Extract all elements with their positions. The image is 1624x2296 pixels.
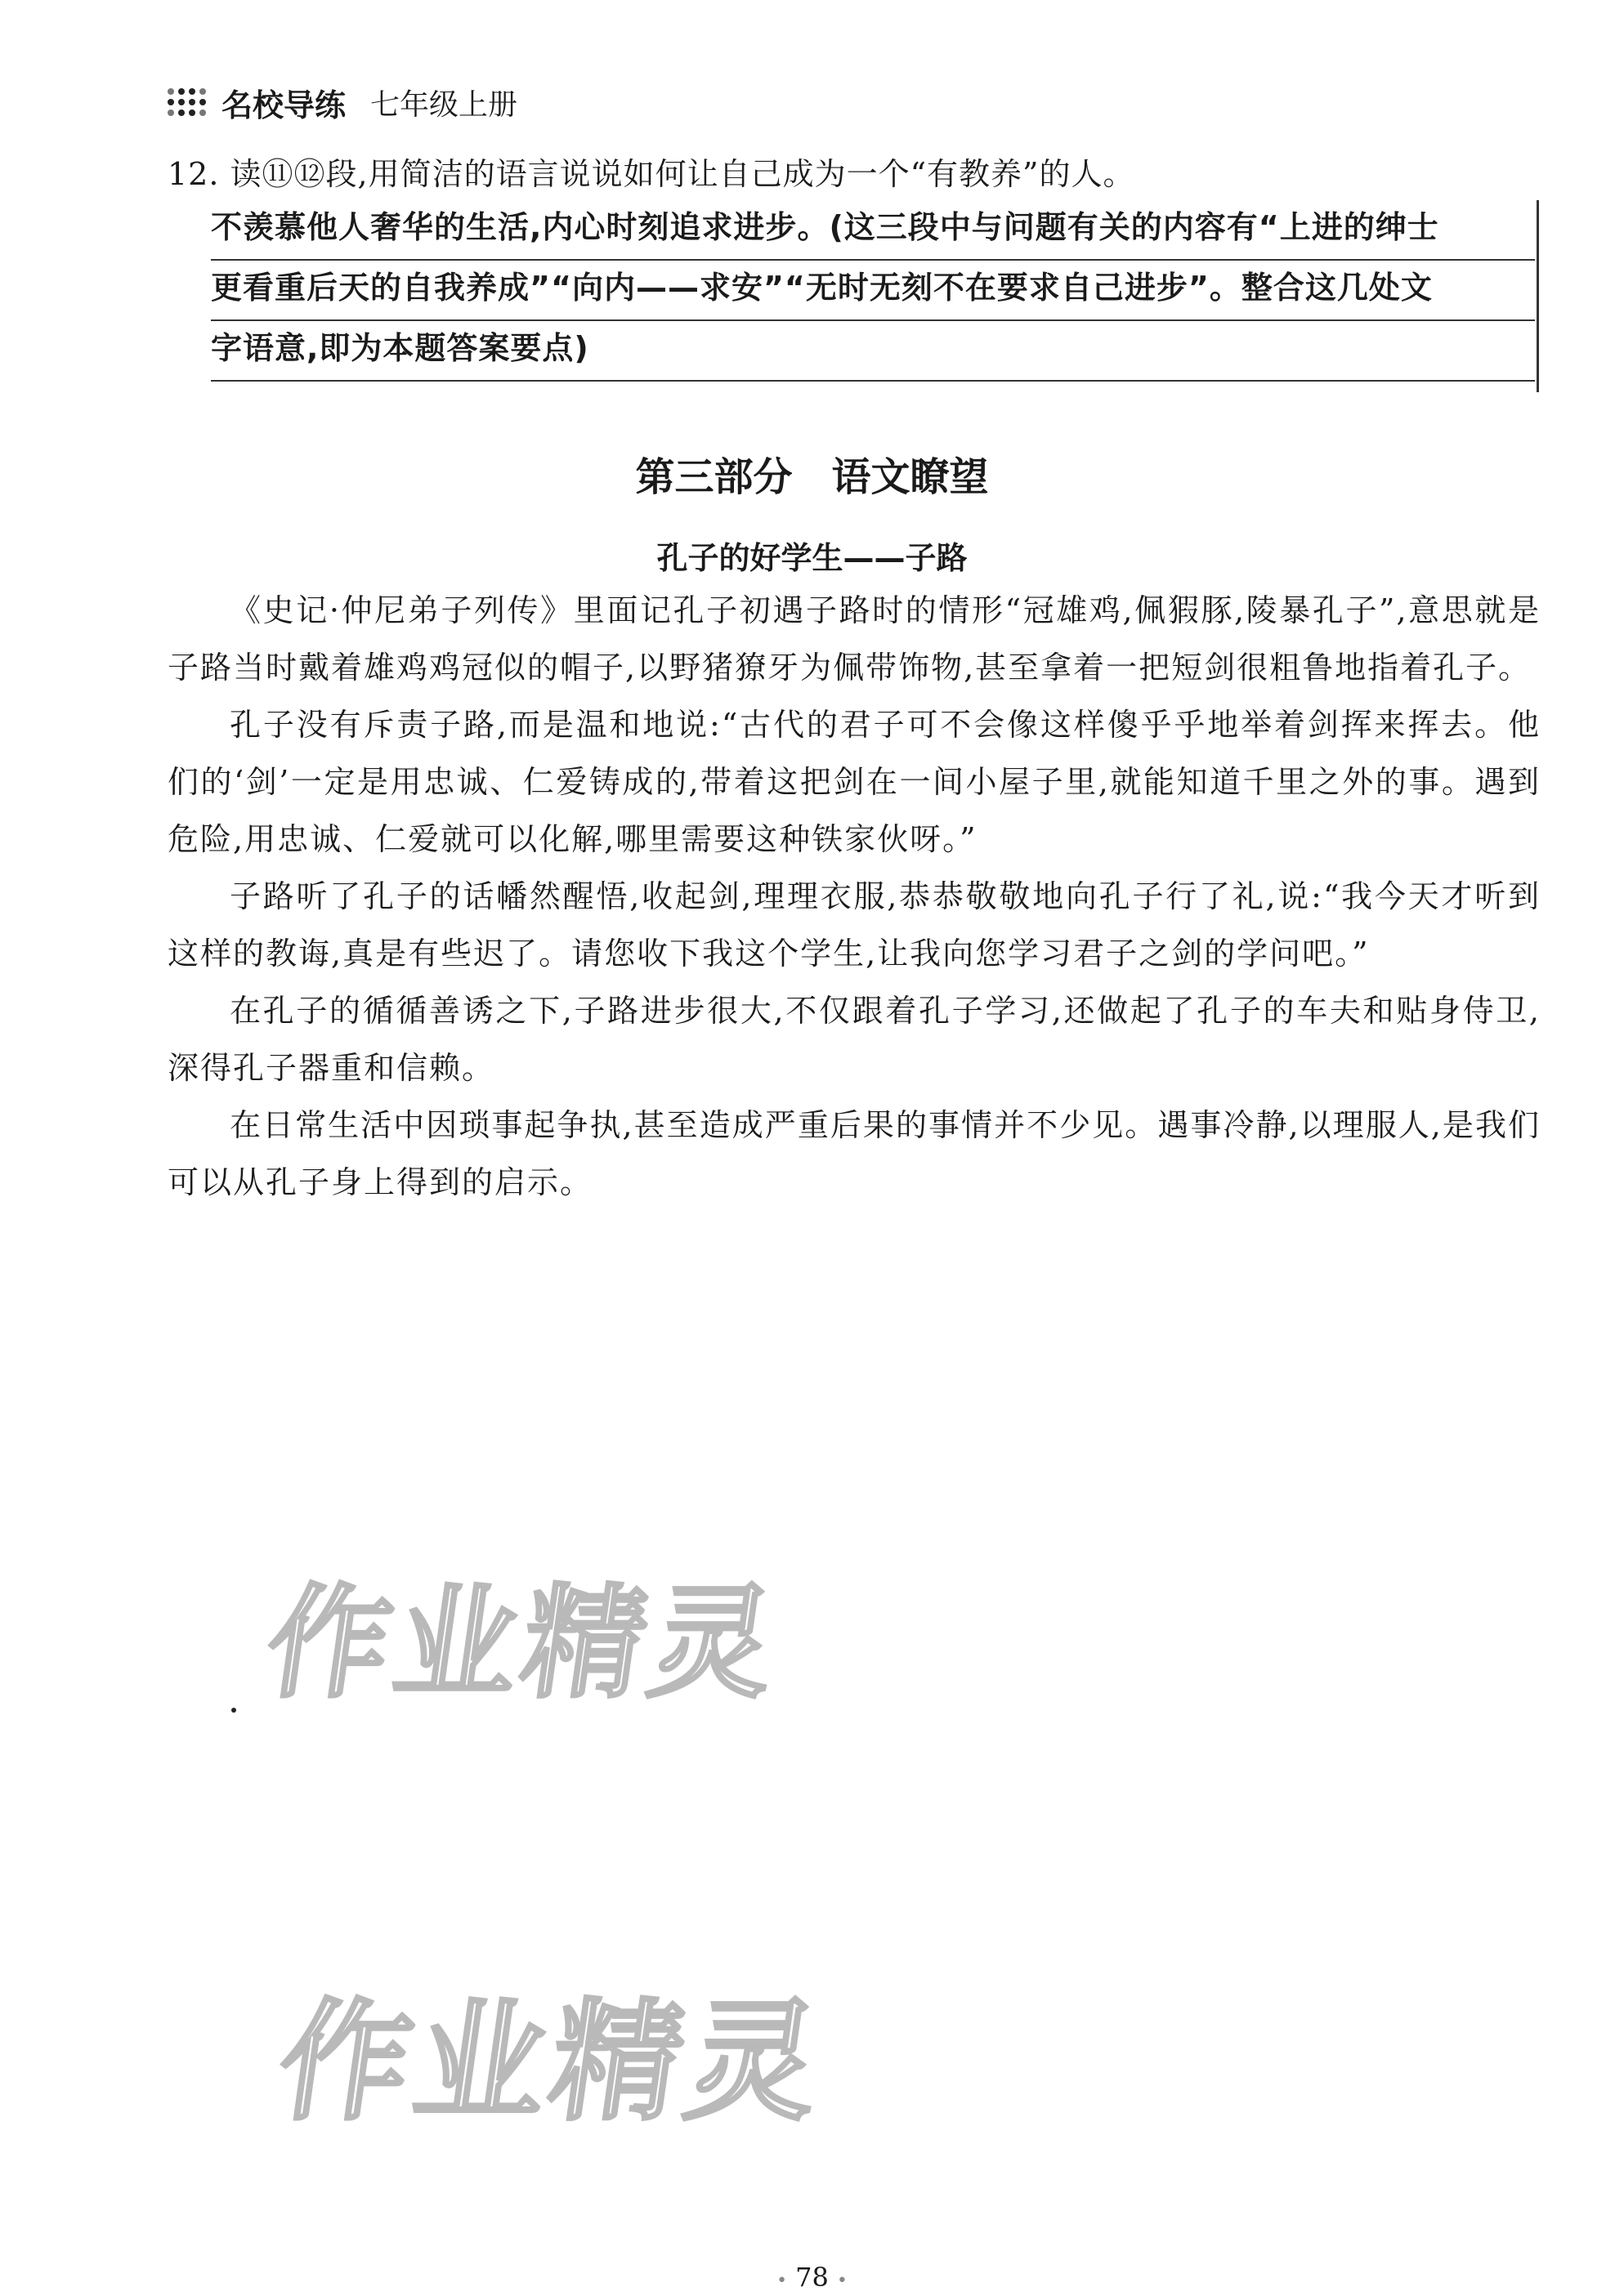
answer-right-rule xyxy=(1537,200,1539,392)
article-paragraph: 《史记·仲尼弟子列传》里面记孔子初遇子路时的情形“冠雄鸡,佩猳豚,陵暴孔子”,意思就是子路当时戴着雄鸡鸡冠似的帽子,以野猪獠牙为佩带饰物,甚至拿着一把短剑很粗鲁地指着孔子。 xyxy=(168,592,1541,686)
article-body xyxy=(168,582,1541,1211)
scan-speck xyxy=(231,1708,236,1713)
brand-dots-icon xyxy=(168,88,207,117)
watermark: 作业精灵 xyxy=(269,1986,834,2138)
page-number-dot-icon: • xyxy=(836,2271,848,2291)
article-paragraph: 在孔子的循循善诱之下,子路进步很大,不仅跟着孔子学习,还做起了孔子的车夫和贴身侍卫,深得孔子器重和信赖。 xyxy=(168,993,1541,1086)
page-number xyxy=(0,2262,1624,2293)
article-title: 孔子的好学生——子路 xyxy=(656,540,968,576)
answer-line: 不羡慕他人奢华的生活,内心时刻追求进步。(这三段中与问题有关的内容有“上进的绅士 xyxy=(211,200,1535,261)
page-number-dot-icon: • xyxy=(776,2271,788,2291)
answer-line: 字语意,即为本题答案要点) xyxy=(211,321,1535,382)
question-12: 12. 读⑪⑫段,用简洁的语言说说如何让自己成为一个“有教养”的人。 xyxy=(168,156,1135,192)
page-header xyxy=(168,82,517,123)
article-paragraph: 在日常生活中因琐事起争执,甚至造成严重后果的事情并不少见。遇事冷静,以理服人,是我们可以从孔子身上得到的启示。 xyxy=(168,1107,1541,1200)
page-number-value: 78 xyxy=(795,2262,829,2293)
section-title: 第三部分 语文瞭望 xyxy=(635,454,989,500)
answer-line: 更看重后天的自我养成”“向内——求安”“无时无刻不在要求自己进步”。整合这几处文 xyxy=(211,261,1535,321)
article-paragraph: 子路听了孔子的话幡然醒悟,收起剑,理理衣服,恭恭敬敬地向孔子行了礼,说:“我今天才听到这样的教诲,真是有些迟了。请您收下我这个学生,让我向您学习君子之剑的学问吧。” xyxy=(168,878,1541,972)
watermark: 作业精灵 xyxy=(257,1573,789,1715)
book-brand: 名校导练 xyxy=(221,87,347,123)
article-paragraph: 孔子没有斥责子路,而是温和地说:“古代的君子可不会像这样傻乎乎地举着剑挥来挥去。他们的‘剑’一定是用忠诚、仁爱铸成的,带着这把剑在一间小屋子里,就能知道千里之外的事。遇到危险,用忠诚、仁爱就可以化解,哪里需要这种铁家伙呀。” xyxy=(168,707,1541,857)
answer-block xyxy=(211,200,1535,382)
book-grade: 七年级上册 xyxy=(370,87,518,122)
